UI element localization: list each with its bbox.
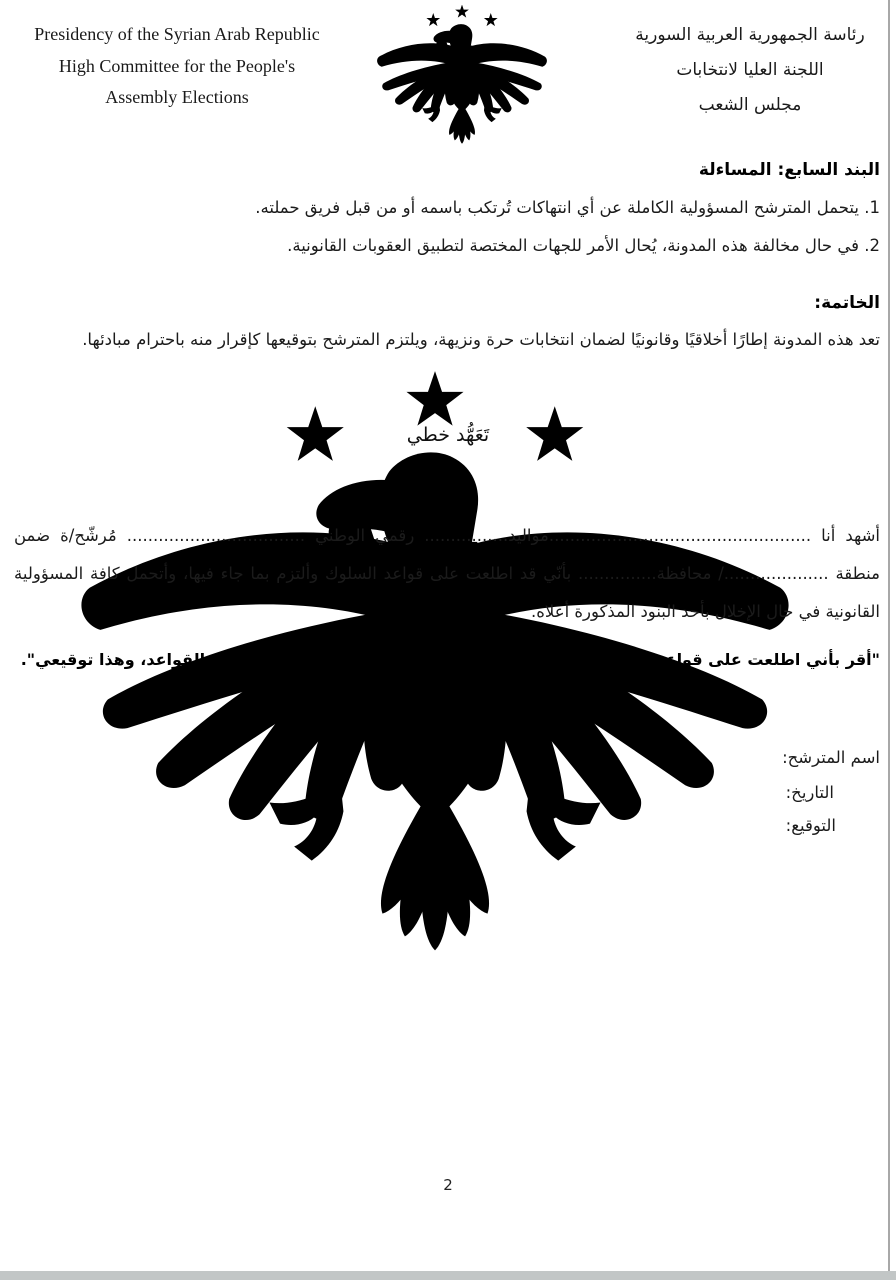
conclusion-paragraph: تعد هذه المدونة إطارًا أخلاقيًا وقانونيًا لضمان انتخابات حرة ونزيهة، ويلتزم المترشح بتوقيعها كإقرار منه باحترام مبادئها. [82,330,880,349]
eagle-emblem-icon [356,5,568,153]
signature-label: التوقيع: [785,816,836,835]
bottom-edge-bar [0,1271,896,1280]
section-conclusion-heading: الخاتمة: [814,293,880,313]
header-english-line: Presidency of the Syrian Arab Republic [34,24,320,44]
page-number: 2 [443,1176,453,1194]
section-accountability-heading: البند السابع: المساءلة [698,160,880,180]
header-arabic [612,18,888,123]
pledge-declaration: "أقر بأني اطلعت على قواعد السلوك وأتعهد بما جاء فيها وسأعمل على عدم خرق هذه القواعد، وهذا توقيعي". [20,650,880,669]
accountability-item: 1. يتحمل المترشح المسؤولية الكاملة عن أي انتهاكات تُرتكب باسمه أو من قبل فريق حملته. [255,198,880,217]
header-arabic-line: مجلس الشعب [698,95,802,115]
date-label: التاريخ: [785,783,834,802]
accountability-item: 2. في حال مخالفة هذه المدونة، يُحال الأمر للجهات المختصة لتطبيق العقوبات القانونية. [287,236,880,255]
pledge-title: تَعَهُّد خطي [406,424,490,446]
candidate-name-label: اسم المترشح: [782,748,880,767]
header-english-line: High Committee for the People's [58,55,296,76]
pledge-body-paragraph: أشهد أنا ..................................................مواليد................ رقمي الوطني .................................. مُرشّح/ة ضمن منطقة ..................../ محافظة............... بأنّي قد اطلعت على قواعد السلوك وألتزم بما جاء فيها، وأتحمل كافة المسؤولية القانونية في حال الإخلال بأحد البنود المذكورة أعلاه. [14,526,880,621]
page-edge-line [888,0,890,1271]
eagle-watermark-icon [30,370,840,992]
header-english-line: Assembly Elections [105,87,249,107]
header-arabic-line: رئاسة الجمهورية العربية السورية [635,25,865,45]
header-english [20,19,334,114]
header-arabic-line: اللجنة العليا لانتخابات [676,60,824,80]
